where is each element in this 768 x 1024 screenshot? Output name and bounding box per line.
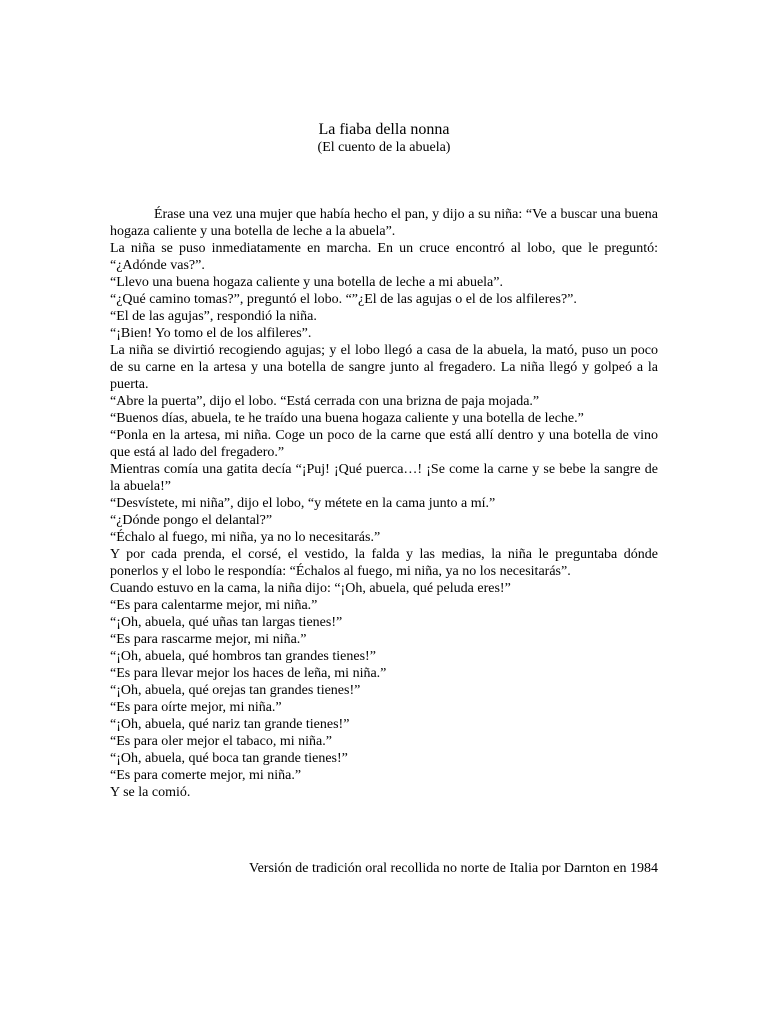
paragraph: “Buenos días, abuela, te he traído una buena hogaza caliente y una botella de leche.” [110, 411, 584, 426]
paragraph: “Es para rascarme mejor, mi niña.” [110, 632, 307, 647]
paragraph: Y se la comió. [110, 785, 191, 800]
paragraph: “Llevo una buena hogaza caliente y una botella de leche a mi abuela”. [110, 275, 503, 290]
paragraph: “¡Oh, abuela, qué hombros tan grandes tienes!” [110, 649, 376, 664]
paragraph: La niña se divirtió recogiendo agujas; y el lobo llegó a casa de la abuela, la mató, puso un poco de su carne en la artesa y una botella de sangre junto al fregadero. La niña llegó y golpeó a la puerta. [110, 343, 658, 392]
paragraph: “Es para oler mejor el tabaco, mi niña.” [110, 734, 332, 749]
paragraph: “Desvístete, mi niña”, dijo el lobo, “y métete en la cama junto a mí.” [110, 496, 496, 511]
paragraph: “Échalo al fuego, mi niña, ya no lo necesitarás.” [110, 530, 381, 545]
source-note: Versión de tradición oral recollida no norte de Italia por Darnton en 1984 [249, 861, 658, 876]
paragraph: Érase una vez una mujer que había hecho el pan, y dijo a su niña: “Ve a buscar una buena hogaza caliente y una botella de leche a la abuela”. [110, 207, 658, 239]
paragraph: “¡Oh, abuela, qué boca tan grande tienes!” [110, 751, 348, 766]
paragraph: “¿Dónde pongo el delantal?” [110, 513, 273, 528]
document-subtitle: (El cuento de la abuela) [317, 140, 451, 155]
paragraph: “El de las agujas”, respondió la niña. [110, 309, 317, 324]
paragraph: Cuando estuvo en la cama, la niña dijo: “¡Oh, abuela, qué peluda eres!” [110, 581, 511, 596]
paragraph: “Es para calentarme mejor, mi niña.” [110, 598, 318, 613]
story-body [110, 206, 658, 801]
paragraph: “Ponla en la artesa, mi niña. Coge un poco de la carne que está allí dentro y una botella de vino que está al lado del fregadero.” [110, 428, 658, 460]
paragraph: Mientras comía una gatita decía “¡Puj! ¡Qué puerca…! ¡Se come la carne y se bebe la sangre de la abuela!” [110, 462, 658, 494]
paragraph: “¿Qué camino tomas?”, preguntó el lobo. “”¿El de las agujas o el de los alfileres?”. [110, 292, 577, 307]
paragraph: “Es para oírte mejor, mi niña.” [110, 700, 282, 715]
paragraph: “Es para llevar mejor los haces de leña, mi niña.” [110, 666, 387, 681]
paragraph: “Es para comerte mejor, mi niña.” [110, 768, 302, 783]
paragraph: Y por cada prenda, el corsé, el vestido, la falda y las medias, la niña le preguntaba dónde ponerlos y el lobo le respondía: “Échalos al fuego, mi niña, ya no los necesitarás”. [110, 547, 658, 579]
document-title: La fiaba della nonna [318, 121, 450, 138]
paragraph: “¡Oh, abuela, qué orejas tan grandes tienes!” [110, 683, 361, 698]
paragraph: La niña se puso inmediatamente en marcha. En un cruce encontró al lobo, que le preguntó: “¿Adónde vas?”. [110, 241, 658, 273]
paragraph: “¡Bien! Yo tomo el de los alfileres”. [110, 326, 312, 341]
paragraph: “¡Oh, abuela, qué uñas tan largas tienes!” [110, 615, 343, 630]
paragraph: “Abre la puerta”, dijo el lobo. “Está cerrada con una brizna de paja mojada.” [110, 394, 540, 409]
paragraph: “¡Oh, abuela, qué nariz tan grande tienes!” [110, 717, 350, 732]
